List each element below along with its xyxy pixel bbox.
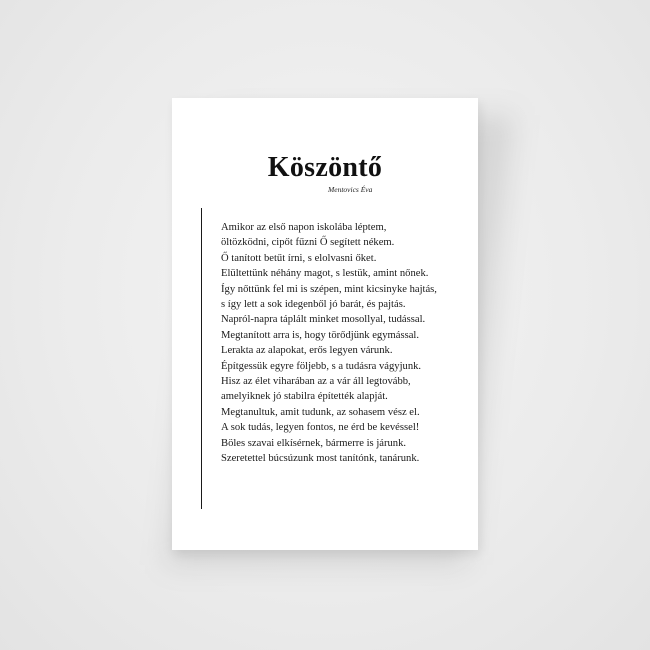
- poem-line: Építgessük egyre följebb, s a tudásra vágyjunk.: [221, 360, 422, 372]
- poem-line: Böles szavai elkísérnek, bármerre is járunk.: [221, 437, 407, 449]
- poem-card: [172, 98, 478, 550]
- poem-line: Szeretettel búcsúzunk most tanítónk, tanárunk.: [221, 453, 420, 465]
- poem-line: öltözködni, cipőt fűzni Ő segített nékem.: [221, 237, 395, 249]
- poem-title: Köszöntő: [267, 152, 383, 183]
- poem-line: Amikor az első napon iskolába léptem,: [221, 222, 387, 233]
- poem-line: Ő tanított betűt írni, s elolvasni őket.: [221, 252, 377, 264]
- poem-line: Megtanultuk, amit tudunk, az sohasem vész el.: [221, 406, 420, 418]
- poem-author: Mentovics Éva: [328, 185, 373, 194]
- poem-line: Lerakta az alapokat, erős legyen várunk.: [221, 345, 393, 357]
- poem-line: Így nőttünk fel mi is szépen, mint kicsinyke hajtás,: [221, 283, 437, 295]
- poem-line: amelyiknek jó stabilra építették alapját.: [221, 391, 388, 403]
- poem-line: Megtanított arra is, hogy törődjünk egymással.: [221, 329, 420, 341]
- poem-line: Hisz az élet viharában az a vár áll legtovább,: [221, 376, 411, 388]
- poem-line: Elültettünk néhány magot, s lestük, amint nőnek.: [221, 268, 429, 280]
- vertical-rule: [201, 208, 202, 509]
- poem-body: [221, 220, 437, 467]
- poem-line: s így lett a sok idegenből jó barát, és pajtás.: [221, 299, 406, 311]
- poem-line: A sok tudás, legyen fontos, ne érd be kevéssel!: [221, 422, 420, 434]
- poem-line: Napról-napra táplált minket mosollyal, tudással.: [221, 314, 426, 326]
